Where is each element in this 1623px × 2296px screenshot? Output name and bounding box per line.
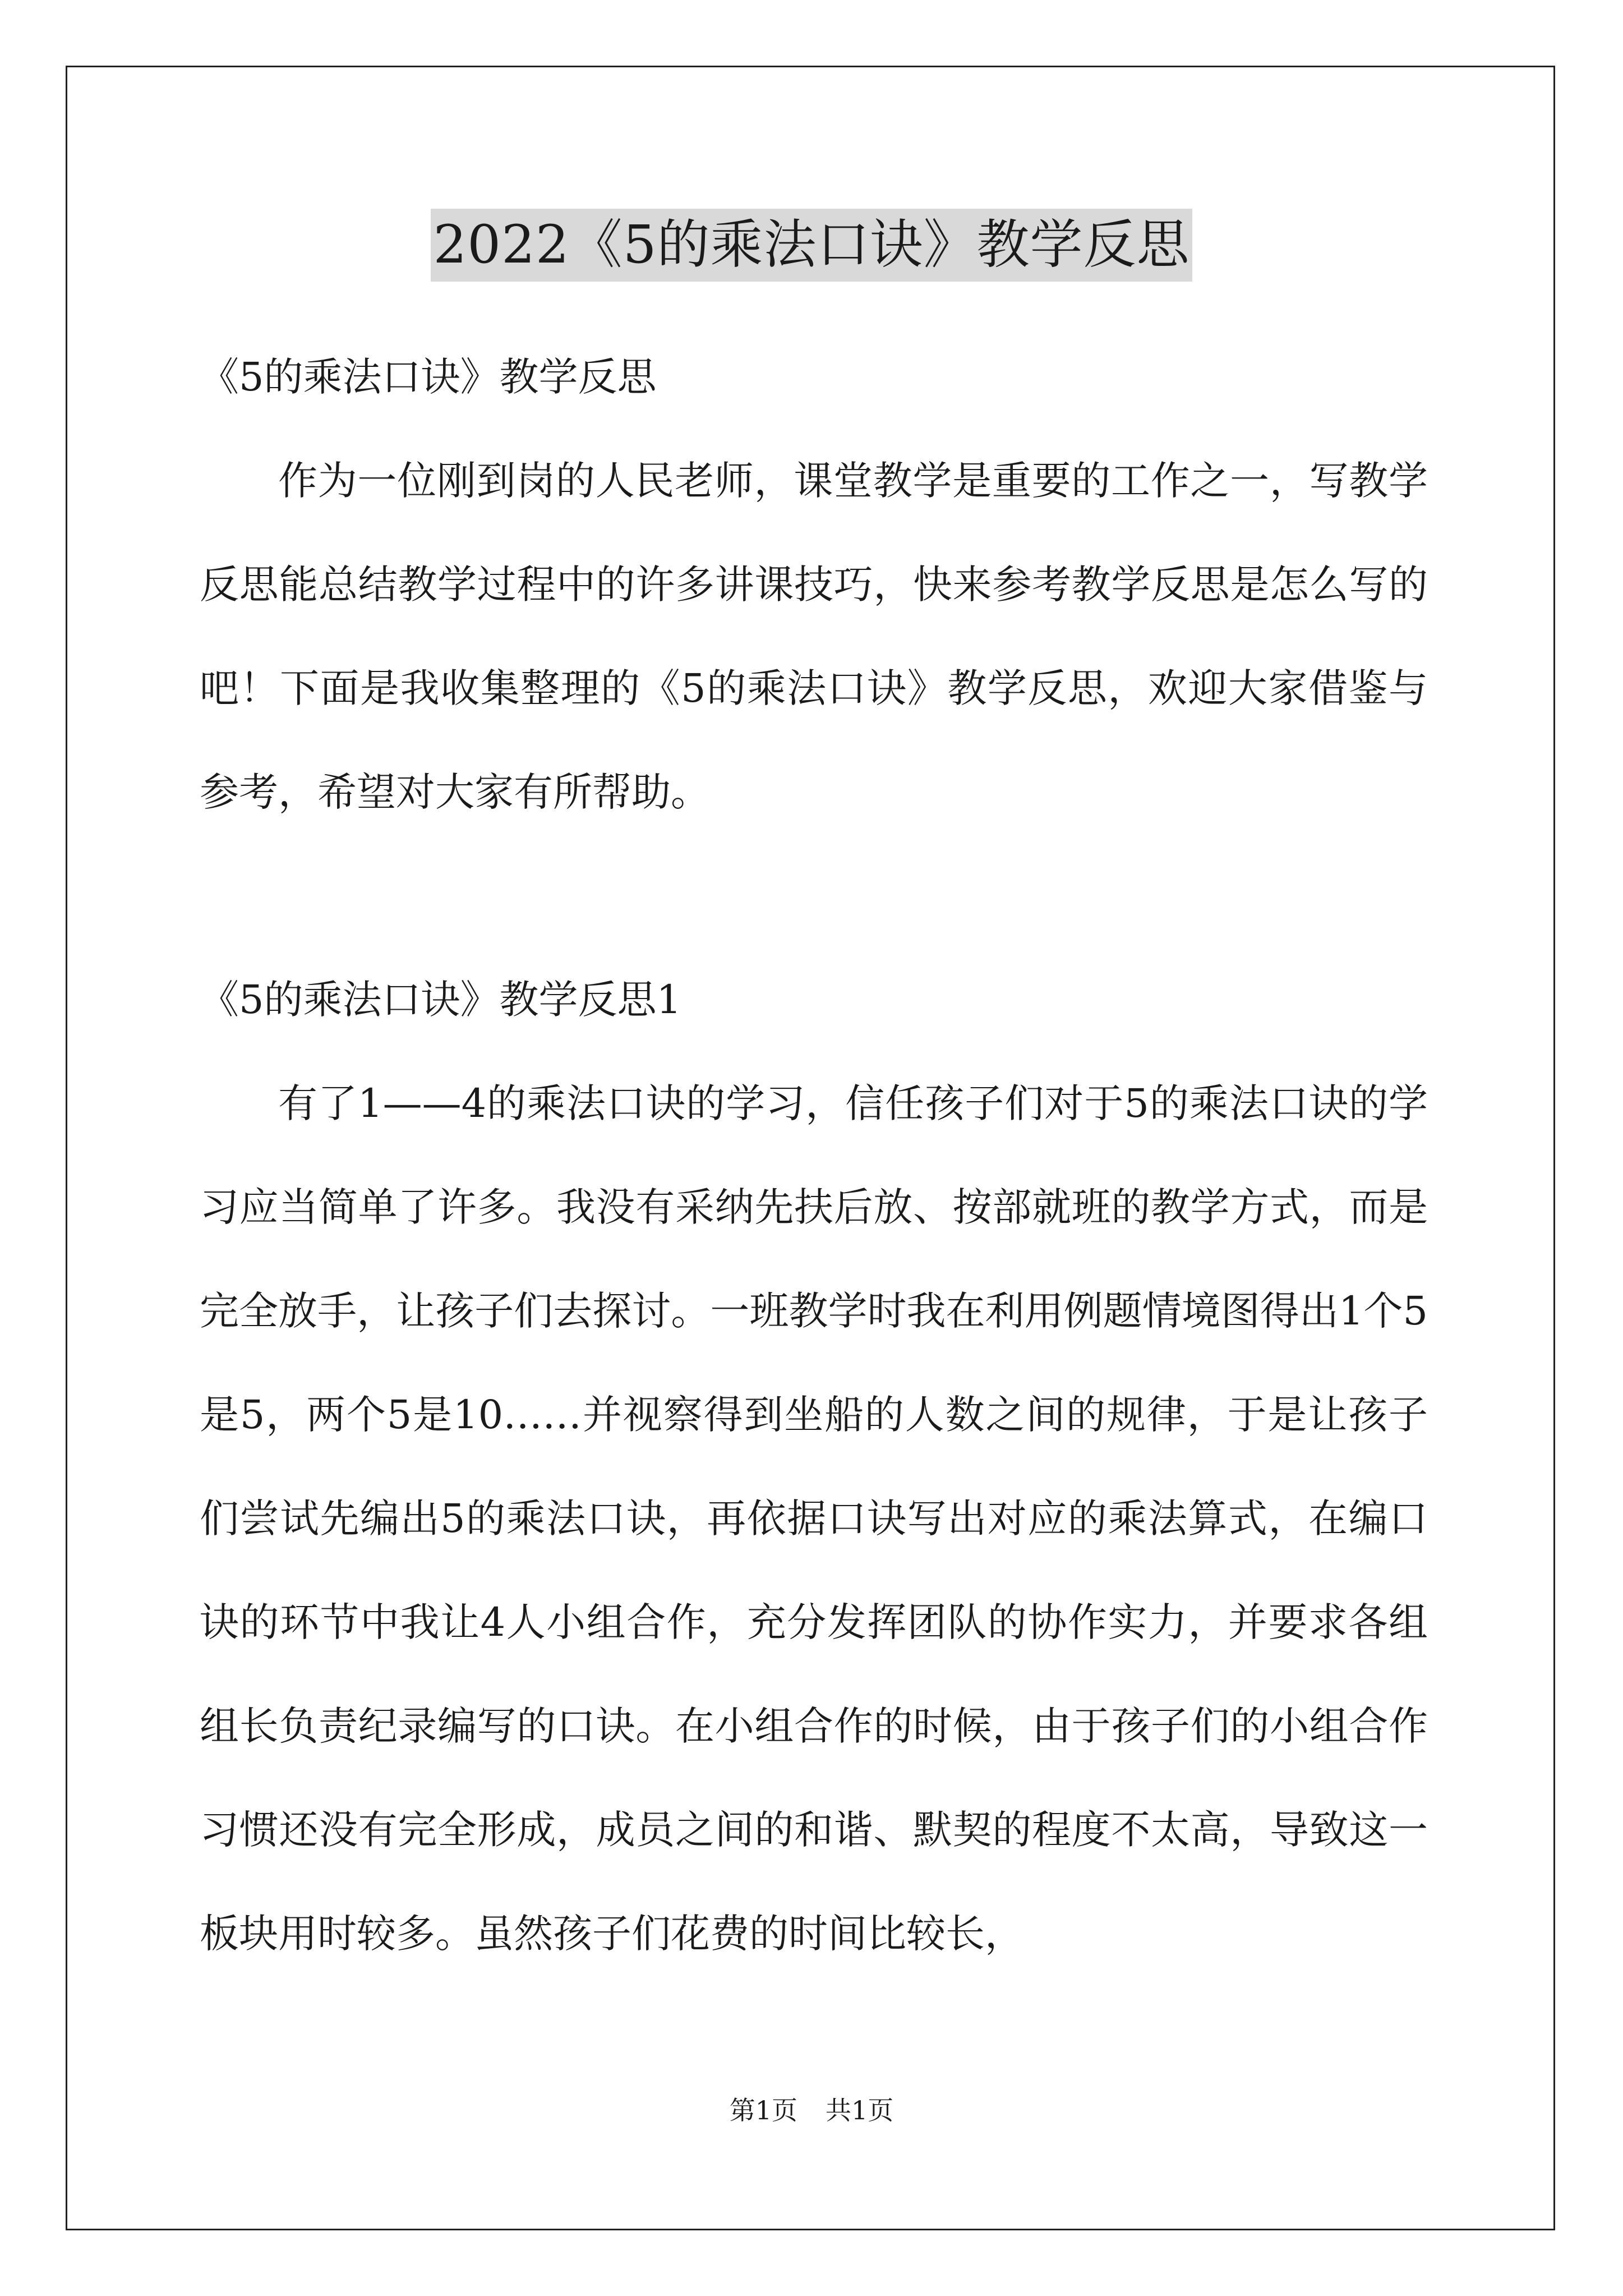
intro-paragraph: 作为一位刚到岗的人民老师，课堂教学是重要的工作之一，写教学反思能总结教学过程中的许多讲课技巧，快来参考教学反思是怎么写的吧！下面是我收集整理的《5的乘法口诀》教学反思，欢迎大家借鉴与参考，希望对大家有所帮助。 (200, 458, 1428, 815)
section1-heading: 《5的乘法口诀》教学反思1 (200, 977, 682, 1023)
paragraph-spacer (200, 844, 1428, 948)
page-total: 共1页 (826, 2095, 894, 2125)
section1-paragraph: 有了1——4的乘法口诀的学习，信任孩子们对于5的乘法口诀的学习应当简单了许多。我没有采纳先扶后放、按部就班的教学方式，而是完全放手，让孩子们去探讨。一班教学时我在利用例题情境图得出1个5是5，两个5是10……并视察得到坐船的人数之间的规律，于是让孩子们尝试先编出5的乘法口诀，再依据口诀写出对应的乘法算式，在编口诀的环节中我让4人小组合作，充分发挥团队的协作实力，并要求各组组长负责纪录编写的口诀。在小组合作的时候，由于孩子们的小组合作习惯还没有完全形成，成员之间的和谐、默契的程度不太高，导致这一板块用时较多。虽然孩子们花费的时间比较长， (200, 1080, 1428, 1957)
page-number: 第1页 (729, 2095, 797, 2125)
page-footer (0, 2093, 1623, 2127)
document-body (200, 325, 1428, 1986)
intro-heading: 《5的乘法口诀》教学反思 (200, 354, 657, 400)
document-title: 2022《5的乘法口诀》教学反思 (431, 209, 1192, 282)
title-container (0, 209, 1623, 282)
